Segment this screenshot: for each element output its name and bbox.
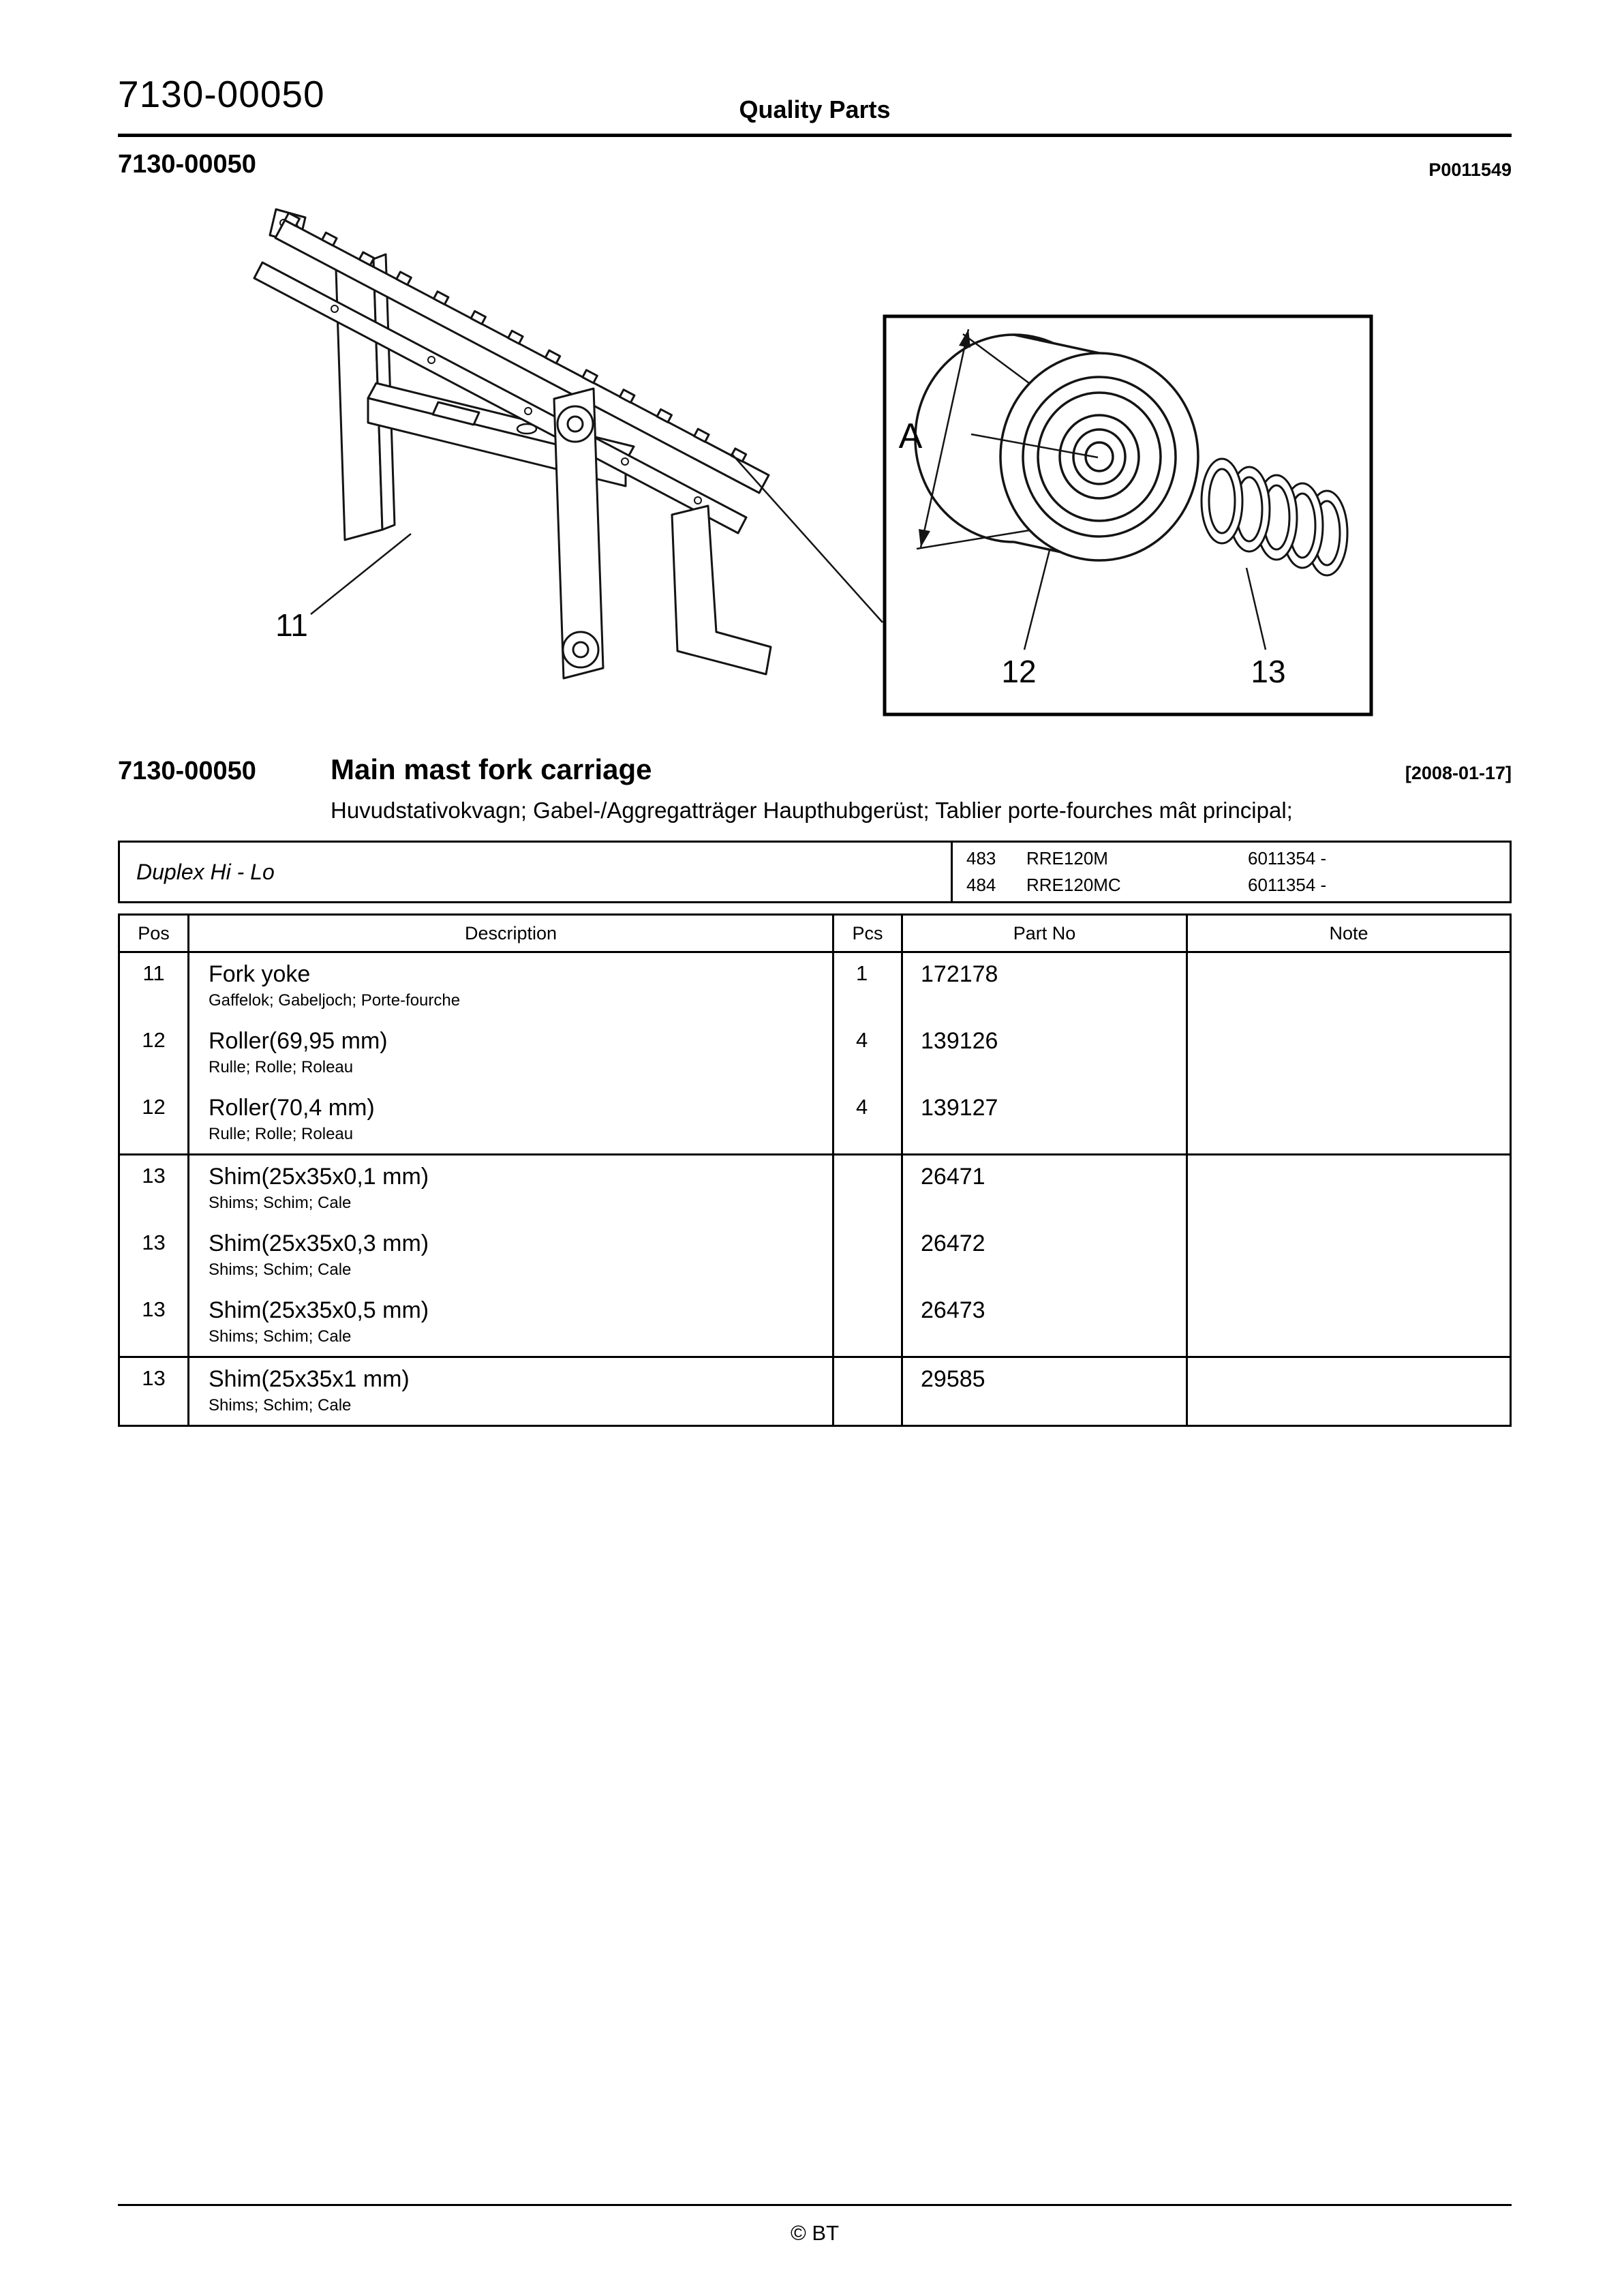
label-13: 13 bbox=[1251, 654, 1286, 689]
cell-note bbox=[1188, 1289, 1510, 1356]
description-main: Shim(25x35x0,5 mm) bbox=[209, 1297, 429, 1323]
col-header-pcs: Pcs bbox=[834, 916, 903, 951]
cell-pos: 11 bbox=[120, 953, 189, 1020]
cell-description bbox=[189, 1358, 834, 1425]
col-header-partno: Part No bbox=[903, 916, 1188, 951]
section-subtitle: Huvudstativokvagn; Gabel-/Aggregatträger Haupthubgerüst; Tablier porte-fourches mât principal; bbox=[331, 798, 1293, 823]
model-code: 484 bbox=[966, 875, 996, 895]
table-header-row bbox=[120, 916, 1510, 953]
label-12: 12 bbox=[1001, 654, 1037, 689]
cell-partno: 139127 bbox=[903, 1087, 1188, 1153]
cell-note bbox=[1188, 1222, 1510, 1289]
cell-description bbox=[189, 1020, 834, 1087]
section-date: [2008-01-17] bbox=[1405, 763, 1512, 783]
fork-bracket bbox=[672, 506, 771, 674]
table-row bbox=[120, 953, 1510, 1020]
cell-note bbox=[1188, 1155, 1510, 1222]
cell-pos: 13 bbox=[120, 1222, 189, 1289]
table-row bbox=[120, 1289, 1510, 1358]
cell-partno: 26473 bbox=[903, 1289, 1188, 1356]
cell-pcs: 1 bbox=[834, 953, 903, 1020]
copyright-text: © BT bbox=[790, 2221, 840, 2245]
description-sub: Shims; Schim; Cale bbox=[209, 1260, 352, 1279]
model-name: RRE120M bbox=[1026, 848, 1108, 868]
header-doc-number: 7130-00050 bbox=[118, 73, 325, 115]
cell-pos: 13 bbox=[120, 1289, 189, 1356]
cell-partno: 29585 bbox=[903, 1358, 1188, 1425]
description-sub: Shims; Schim; Cale bbox=[209, 1194, 352, 1212]
model-row bbox=[966, 875, 1510, 896]
cell-note bbox=[1188, 1087, 1510, 1153]
table-row bbox=[120, 1222, 1510, 1289]
figure-plate-code: P0011549 bbox=[1428, 160, 1512, 180]
description-sub: Rulle; Rolle; Roleau bbox=[209, 1125, 354, 1143]
cell-pcs bbox=[834, 1289, 903, 1356]
cell-pcs bbox=[834, 1358, 903, 1425]
footer-rule bbox=[118, 2204, 1512, 2206]
detail-connector-line bbox=[731, 453, 883, 622]
cell-partno: 26472 bbox=[903, 1222, 1188, 1289]
model-code: 483 bbox=[966, 848, 996, 868]
cell-pcs: 4 bbox=[834, 1087, 903, 1153]
variant-name: Duplex Hi - Lo bbox=[120, 843, 953, 901]
lower-roller-boss bbox=[563, 632, 598, 667]
cell-pos: 13 bbox=[120, 1358, 189, 1425]
label-11: 11 bbox=[275, 607, 308, 643]
cell-description bbox=[189, 953, 834, 1020]
col-header-description: Description bbox=[189, 916, 834, 951]
cell-note bbox=[1188, 953, 1510, 1020]
cell-pcs bbox=[834, 1222, 903, 1289]
leader-11 bbox=[311, 534, 411, 614]
model-serial: 6011354 - bbox=[1248, 848, 1327, 868]
cell-note bbox=[1188, 1358, 1510, 1425]
description-main: Roller(69,95 mm) bbox=[209, 1028, 388, 1054]
cell-partno: 26471 bbox=[903, 1155, 1188, 1222]
description-main: Roller(70,4 mm) bbox=[209, 1095, 375, 1121]
table-row bbox=[120, 1020, 1510, 1087]
cell-description bbox=[189, 1087, 834, 1153]
table-row bbox=[120, 1155, 1510, 1222]
cell-pos: 12 bbox=[120, 1087, 189, 1153]
lower-rail bbox=[254, 262, 746, 533]
table-row bbox=[120, 1087, 1510, 1155]
model-serial: 6011354 - bbox=[1248, 875, 1327, 895]
description-sub: Shims; Schim; Cale bbox=[209, 1396, 352, 1415]
cell-pos: 12 bbox=[120, 1020, 189, 1087]
variant-box bbox=[118, 841, 1512, 903]
parts-table bbox=[118, 913, 1512, 1427]
table-row bbox=[120, 1358, 1510, 1425]
header-rule bbox=[118, 134, 1512, 137]
cell-description bbox=[189, 1289, 834, 1356]
cell-pcs bbox=[834, 1155, 903, 1222]
quality-parts-title: Quality Parts bbox=[739, 95, 891, 123]
model-row bbox=[966, 848, 1510, 869]
parts-figure bbox=[118, 194, 1512, 750]
leader-13 bbox=[1246, 568, 1266, 650]
model-name: RRE120MC bbox=[1026, 875, 1121, 895]
upper-roller-boss bbox=[557, 406, 593, 442]
description-sub: Rulle; Rolle; Roleau bbox=[209, 1058, 354, 1076]
cell-pcs: 4 bbox=[834, 1020, 903, 1087]
figure-doc-number: 7130-00050 bbox=[118, 150, 256, 179]
col-header-pos: Pos bbox=[120, 916, 189, 951]
description-main: Shim(25x35x0,1 mm) bbox=[209, 1164, 429, 1190]
description-sub: Shims; Schim; Cale bbox=[209, 1327, 352, 1346]
leader-12 bbox=[1024, 550, 1050, 650]
variant-models bbox=[953, 843, 1510, 901]
cell-description bbox=[189, 1155, 834, 1222]
cell-description bbox=[189, 1222, 834, 1289]
label-a: A bbox=[898, 417, 923, 456]
description-sub: Gaffelok; Gabeljoch; Porte-fourche bbox=[209, 991, 461, 1010]
section-header bbox=[118, 753, 1512, 786]
description-main: Shim(25x35x1 mm) bbox=[209, 1366, 410, 1392]
fork-carriage-drawing bbox=[254, 209, 771, 678]
cell-partno: 172178 bbox=[903, 953, 1188, 1020]
col-header-note: Note bbox=[1329, 922, 1368, 943]
description-main: Shim(25x35x0,3 mm) bbox=[209, 1230, 429, 1256]
section-number: 7130-00050 bbox=[118, 757, 256, 785]
cell-pos: 13 bbox=[120, 1155, 189, 1222]
cell-note bbox=[1188, 1020, 1510, 1087]
shim-stack-drawing bbox=[1202, 459, 1347, 575]
cell-partno: 139126 bbox=[903, 1020, 1188, 1087]
section-title: Main mast fork carriage bbox=[331, 753, 652, 785]
description-main: Fork yoke bbox=[209, 961, 311, 987]
roller-drawing bbox=[915, 335, 1198, 560]
